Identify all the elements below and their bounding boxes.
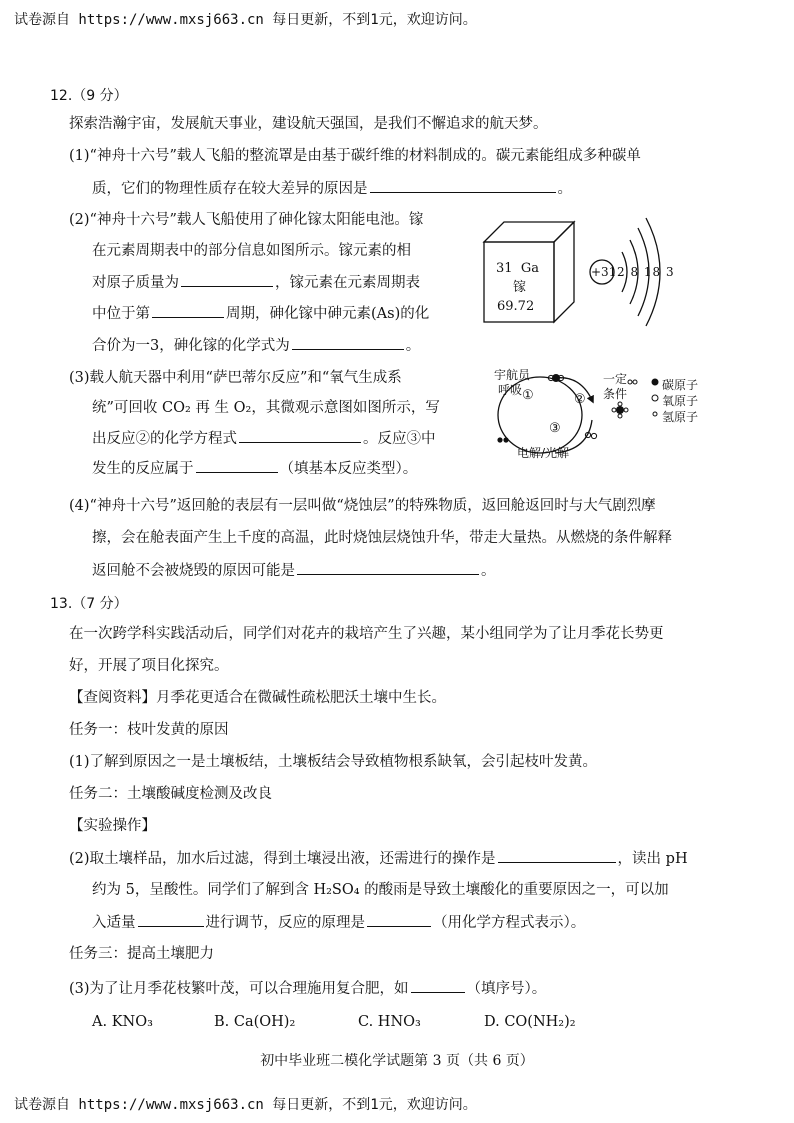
q13-task2-line3: 入适量 进行调节，反应的原理是 （用化学方程式表示）。 (92, 912, 585, 933)
option-b[interactable]: B. Ca(OH)₂ (214, 1014, 296, 1030)
cycle-label-electrolysis: 电解/光解 (517, 446, 570, 460)
q12-part2-line4: 中位于第 周期，砷化镓中砷元素(As)的化 (92, 303, 429, 324)
answer-blank-4[interactable] (292, 335, 404, 350)
q13-intro-line1: 在一次跨学科实践活动后，同学们对花卉的栽培产生了兴趣，某小组同学为了让月季花长势更 (69, 626, 664, 642)
q13-task2-line1: (2)取土壤样品，加水后过滤，得到土壤浸出液，还需进行的操作是 ，读出 pH (69, 848, 688, 869)
element-name: 镓 (513, 280, 527, 295)
q12-part2-line1: (2)“神舟十六号”载人飞船使用了砷化镓太阳能电池。镓 (69, 212, 424, 228)
q12-intro: 探索浩瀚宇宙，发展航天事业，建设航天强国，是我们不懈追求的航天梦。 (69, 116, 548, 132)
cycle-label-breath: 呼吸 (498, 383, 523, 397)
cycle-step-2: ② (574, 392, 586, 407)
answer-blank-5[interactable] (239, 428, 361, 443)
page-number-footer: 初中毕业班二模化学试题第 3 页（共 6 页） (260, 1053, 534, 1069)
answer-blank-2[interactable] (181, 272, 273, 287)
legend-carbon: 碳原子 (662, 378, 699, 392)
q12-part3-line4: 发生的反应属于 （填基本反应类型）。 (92, 458, 417, 479)
question-13-number: 13.（7 分） (50, 596, 128, 612)
q13-task3-title: 任务三：提高土壤肥力 (69, 946, 214, 962)
q12-part2-line5: 合价为一3，砷化镓的化学式为 。 (92, 335, 420, 356)
atom-shell-electrons: 2 8 18 3 (617, 265, 675, 279)
page-header-banner: 试卷源自 https://www.mxsj663.cn 每日更新，不到1元，欢迎访问。 (14, 12, 477, 28)
cycle-label-condition2: 条件 (603, 387, 628, 401)
option-c[interactable]: C. HNO₃ (358, 1014, 421, 1030)
q12-part4-line1: (4)“神舟十六号”返回舱的表层有一层叫做“烧蚀层”的特殊物质，返回舱返回时与大气剧烈摩 (69, 498, 656, 514)
answer-blank-1[interactable] (370, 178, 556, 193)
element-number-symbol: 31 Ga (496, 261, 539, 276)
question-12-number: 12.（9 分） (50, 88, 128, 104)
option-a[interactable]: A. KNO₃ (92, 1014, 153, 1030)
answer-blank-7[interactable] (297, 560, 479, 575)
cycle-step-1: ① (522, 388, 534, 403)
q12-part2-line3: 对原子质量为 ，镓元素在元素周期表 (92, 272, 420, 293)
q13-task1-part1: (1)了解到原因之一是土壤板结，土壤板结会导致植物根系缺氧，会引起枝叶发黄。 (69, 754, 598, 770)
answer-blank-3[interactable] (152, 303, 224, 318)
answer-blank-6[interactable] (196, 458, 278, 473)
cycle-label-astronaut: 宇航员 (494, 368, 531, 382)
cycle-label-condition1: 一定 (603, 372, 628, 386)
q13-task2-title: 任务二：土壤酸碱度检测及改良 (69, 786, 272, 802)
q12-part4-line2: 擦，会在舱表面产生上千度的高温，此时烧蚀层烧蚀升华，带走大量热。从燃烧的条件解释 (92, 530, 672, 546)
q13-task3-line1: (3)为了让月季花枝繁叶茂，可以合理施用复合肥，如 （填序号）。 (69, 978, 546, 999)
option-d[interactable]: D. CO(NH₂)₂ (484, 1014, 576, 1030)
q12-part1-line2: 质，它们的物理性质存在较大差异的原因是 。 (92, 178, 572, 199)
answer-blank-9[interactable] (138, 912, 204, 927)
page-footer-banner: 试卷源自 https://www.mxsj663.cn 每日更新，不到1元，欢迎访问。 (14, 1097, 477, 1113)
q13-intro-line2: 好，开展了项目化探究。 (69, 658, 229, 674)
legend-hydrogen: 氢原子 (662, 410, 699, 424)
q12-part3-line1: (3)载人航天器中利用“萨巴蒂尔反应”和“氧气生成系 (69, 370, 402, 386)
cycle-step-3: ③ (549, 421, 561, 436)
element-mass: 69.72 (497, 299, 535, 314)
q13-task2-line2: 约为 5，呈酸性。同学们了解到含 H₂SO₄ 的酸雨是导致土壤酸化的重要原因之一，可以加 (92, 882, 669, 898)
legend-oxygen: 氧原子 (662, 394, 699, 408)
q13-reference: 【查阅资料】月季花更适合在微碱性疏松肥沃土壤中生长。 (69, 690, 446, 706)
answer-blank-10[interactable] (367, 912, 431, 927)
q12-part4-line3: 返回舱不会被烧毁的原因可能是 。 (92, 560, 496, 581)
q12-part2-line2: 在元素周期表中的部分信息如图所示。镓元素的相 (92, 243, 411, 259)
answer-blank-11[interactable] (411, 978, 465, 993)
q13-experiment-heading: 【实验操作】 (69, 818, 156, 834)
answer-blank-8[interactable] (498, 848, 616, 863)
atom-nucleus-charge: +31 (591, 265, 617, 279)
q12-part3-line2: 统”可回收 CO₂ 再 生 O₂，其微观示意图如图所示，写 (92, 400, 440, 416)
q12-part1-line1: (1)“神舟十六号”载人飞船的整流罩是由基于碳纤维的材料制成的。碳元素能组成多种碳单 (69, 148, 641, 164)
q12-part3-line3: 出反应②的化学方程式 。反应③中 (92, 428, 436, 449)
q13-task1-title: 任务一：枝叶发黄的原因 (69, 722, 229, 738)
